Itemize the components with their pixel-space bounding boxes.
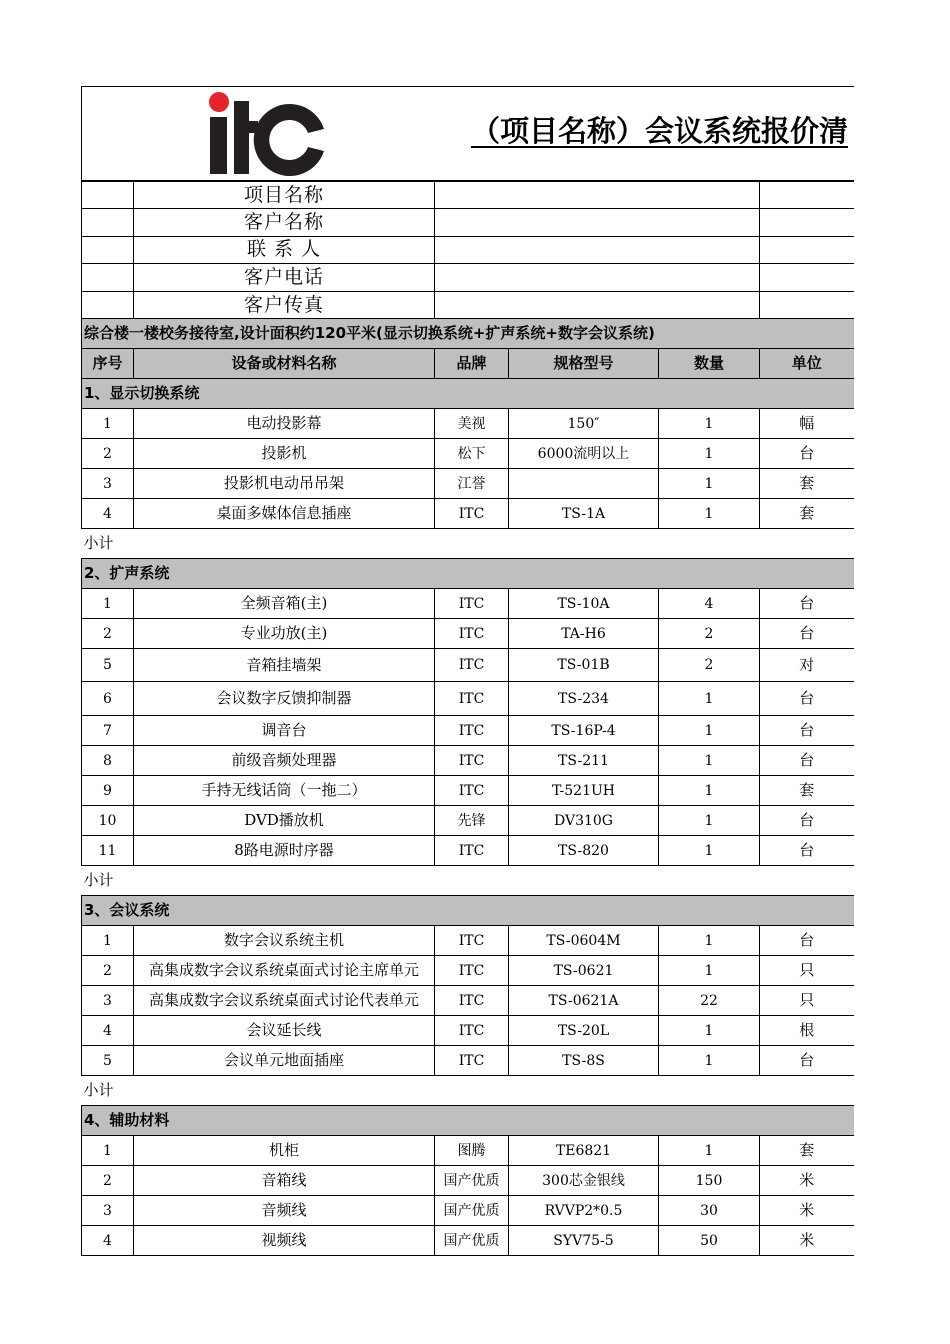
item-name: 调音台	[134, 716, 435, 746]
section-header-row	[82, 1106, 854, 1136]
table-row	[82, 619, 854, 649]
row-number: 4	[82, 1016, 134, 1046]
item-unit: 台	[760, 716, 854, 746]
table-row	[82, 776, 854, 806]
item-model: TS-01B	[509, 649, 659, 682]
item-brand: ITC	[435, 1046, 509, 1076]
section-header-row	[82, 379, 854, 409]
table-row	[82, 986, 854, 1016]
quotation-table	[81, 86, 854, 1256]
document-title: （项目名称）会议系统报价清	[471, 114, 849, 148]
table-row	[82, 746, 854, 776]
item-unit: 台	[760, 682, 854, 716]
item-name: 投影机	[134, 439, 435, 469]
item-model	[509, 469, 659, 499]
item-unit: 对	[760, 649, 854, 682]
row-number: 3	[82, 469, 134, 499]
item-brand: ITC	[435, 499, 509, 529]
column-header: 单位	[760, 349, 854, 379]
quotation-sheet	[81, 86, 853, 1256]
project-description: 综合楼一楼校务接待室,设计面积约120平米(显示切换系统+扩声系统+数字会议系统)	[82, 319, 854, 349]
info-blank-cell	[82, 264, 134, 292]
item-model: TS-211	[509, 746, 659, 776]
row-number: 4	[82, 499, 134, 529]
column-header: 设备或材料名称	[134, 349, 435, 379]
row-number: 2	[82, 439, 134, 469]
subtotal-row	[82, 529, 854, 559]
info-extra	[760, 291, 854, 319]
column-header: 规格型号	[509, 349, 659, 379]
table-row	[82, 1166, 854, 1196]
info-blank-cell	[82, 209, 134, 237]
info-blank-cell	[82, 181, 134, 209]
item-unit: 幅	[760, 409, 854, 439]
info-extra	[760, 181, 854, 209]
table-row	[82, 649, 854, 682]
table-row	[82, 589, 854, 619]
table-row	[82, 956, 854, 986]
item-brand: ITC	[435, 776, 509, 806]
info-extra	[760, 236, 854, 264]
itc-logo	[208, 89, 328, 177]
item-quantity: 1	[659, 926, 760, 956]
info-extra	[760, 264, 854, 292]
item-brand: ITC	[435, 926, 509, 956]
table-row	[82, 1226, 854, 1256]
item-brand: 国产优质	[435, 1196, 509, 1226]
item-brand: 先锋	[435, 806, 509, 836]
info-value[interactable]	[435, 209, 760, 237]
item-name: 前级音频处理器	[134, 746, 435, 776]
section-header-row	[82, 896, 854, 926]
subtotal-label: 小计	[82, 1076, 854, 1106]
row-number: 1	[82, 926, 134, 956]
item-name: 会议单元地面插座	[134, 1046, 435, 1076]
table-row	[82, 1196, 854, 1226]
item-quantity: 2	[659, 649, 760, 682]
header-row	[82, 87, 854, 182]
row-number: 6	[82, 682, 134, 716]
info-row	[82, 264, 854, 292]
item-unit: 套	[760, 499, 854, 529]
table-row	[82, 682, 854, 716]
subtotal-row	[82, 866, 854, 896]
item-unit: 只	[760, 956, 854, 986]
item-model: SYV75-5	[509, 1226, 659, 1256]
row-number: 4	[82, 1226, 134, 1256]
item-model: TS-1A	[509, 499, 659, 529]
subtotal-label: 小计	[82, 529, 854, 559]
item-name: 数字会议系统主机	[134, 926, 435, 956]
item-name: 8路电源时序器	[134, 836, 435, 866]
item-quantity: 1	[659, 1046, 760, 1076]
item-quantity: 4	[659, 589, 760, 619]
table-row	[82, 836, 854, 866]
row-number: 7	[82, 716, 134, 746]
row-number: 10	[82, 806, 134, 836]
item-name: 专业功放(主)	[134, 619, 435, 649]
subtotal-row	[82, 1076, 854, 1106]
info-label: 客户电话	[134, 264, 435, 292]
item-quantity: 1	[659, 716, 760, 746]
info-label: 客户名称	[134, 209, 435, 237]
item-brand: ITC	[435, 1016, 509, 1046]
item-quantity: 150	[659, 1166, 760, 1196]
table-row	[82, 1016, 854, 1046]
row-number: 2	[82, 1166, 134, 1196]
info-row	[82, 181, 854, 209]
item-quantity: 22	[659, 986, 760, 1016]
item-unit: 套	[760, 1136, 854, 1166]
item-model: TS-0621A	[509, 986, 659, 1016]
item-brand: 国产优质	[435, 1226, 509, 1256]
info-value[interactable]	[435, 291, 760, 319]
item-quantity: 1	[659, 746, 760, 776]
subtotal-label: 小计	[82, 866, 854, 896]
item-quantity: 1	[659, 806, 760, 836]
item-model: DV310G	[509, 806, 659, 836]
item-brand: ITC	[435, 836, 509, 866]
info-blank-cell	[82, 291, 134, 319]
table-row	[82, 1136, 854, 1166]
item-name: 电动投影幕	[134, 409, 435, 439]
project-description-row	[82, 319, 854, 349]
row-number: 11	[82, 836, 134, 866]
item-name: 音频线	[134, 1196, 435, 1226]
row-number: 2	[82, 619, 134, 649]
item-quantity: 1	[659, 956, 760, 986]
item-name: 视频线	[134, 1226, 435, 1256]
info-row	[82, 209, 854, 237]
item-brand: ITC	[435, 986, 509, 1016]
item-quantity: 1	[659, 439, 760, 469]
table-row	[82, 806, 854, 836]
item-brand: ITC	[435, 589, 509, 619]
item-model: TS-820	[509, 836, 659, 866]
item-model: TS-20L	[509, 1016, 659, 1046]
row-number: 5	[82, 1046, 134, 1076]
info-label: 联 系 人	[134, 236, 435, 264]
item-quantity: 1	[659, 1016, 760, 1046]
item-unit: 台	[760, 836, 854, 866]
item-name: 手持无线话筒（一拖二）	[134, 776, 435, 806]
item-model: T-521UH	[509, 776, 659, 806]
section-title: 3、会议系统	[82, 896, 854, 926]
info-extra	[760, 209, 854, 237]
row-number: 1	[82, 409, 134, 439]
item-name: 音箱挂墙架	[134, 649, 435, 682]
item-quantity: 1	[659, 409, 760, 439]
item-unit: 米	[760, 1166, 854, 1196]
item-quantity: 1	[659, 499, 760, 529]
item-brand: ITC	[435, 619, 509, 649]
item-unit: 只	[760, 986, 854, 1016]
table-row	[82, 439, 854, 469]
item-model: TS-8S	[509, 1046, 659, 1076]
item-model: 300芯金银线	[509, 1166, 659, 1196]
item-brand: ITC	[435, 716, 509, 746]
item-name: 投影机电动吊吊架	[134, 469, 435, 499]
item-name: 全频音箱(主)	[134, 589, 435, 619]
item-unit: 根	[760, 1016, 854, 1046]
item-name: 会议延长线	[134, 1016, 435, 1046]
item-brand: 图腾	[435, 1136, 509, 1166]
table-row	[82, 926, 854, 956]
item-model: RVVP2*0.5	[509, 1196, 659, 1226]
item-model: TA-H6	[509, 619, 659, 649]
item-unit: 套	[760, 469, 854, 499]
table-row	[82, 409, 854, 439]
item-name: 会议数字反馈抑制器	[134, 682, 435, 716]
column-header: 品牌	[435, 349, 509, 379]
row-number: 1	[82, 589, 134, 619]
item-quantity: 1	[659, 1136, 760, 1166]
column-header: 序号	[82, 349, 134, 379]
item-quantity: 2	[659, 619, 760, 649]
info-value[interactable]	[435, 236, 760, 264]
item-unit: 套	[760, 776, 854, 806]
item-unit: 台	[760, 806, 854, 836]
section-title: 2、扩声系统	[82, 559, 854, 589]
row-number: 3	[82, 986, 134, 1016]
row-number: 1	[82, 1136, 134, 1166]
item-name: 机柜	[134, 1136, 435, 1166]
item-unit: 米	[760, 1226, 854, 1256]
section-title: 4、辅助材料	[82, 1106, 854, 1136]
info-label: 客户传真	[134, 291, 435, 319]
item-quantity: 50	[659, 1226, 760, 1256]
item-brand: 国产优质	[435, 1166, 509, 1196]
item-quantity: 1	[659, 836, 760, 866]
item-model: 150″	[509, 409, 659, 439]
column-header-row	[82, 349, 854, 379]
item-unit: 台	[760, 1046, 854, 1076]
table-row	[82, 1046, 854, 1076]
item-brand: ITC	[435, 746, 509, 776]
item-brand: 江誉	[435, 469, 509, 499]
info-row	[82, 291, 854, 319]
item-brand: ITC	[435, 956, 509, 986]
row-number: 5	[82, 649, 134, 682]
info-label: 项目名称	[134, 181, 435, 209]
item-model: TS-16P-4	[509, 716, 659, 746]
item-brand: ITC	[435, 682, 509, 716]
item-model: TE6821	[509, 1136, 659, 1166]
item-model: TS-0604M	[509, 926, 659, 956]
item-brand: ITC	[435, 649, 509, 682]
table-row	[82, 469, 854, 499]
info-blank-cell	[82, 236, 134, 264]
item-unit: 台	[760, 746, 854, 776]
item-quantity: 1	[659, 469, 760, 499]
item-name: 音箱线	[134, 1166, 435, 1196]
row-number: 3	[82, 1196, 134, 1226]
section-header-row	[82, 559, 854, 589]
item-unit: 台	[760, 619, 854, 649]
item-name: 高集成数字会议系统桌面式讨论主席单元	[134, 956, 435, 986]
row-number: 2	[82, 956, 134, 986]
item-brand: 美视	[435, 409, 509, 439]
item-quantity: 1	[659, 776, 760, 806]
table-row	[82, 499, 854, 529]
table-row	[82, 716, 854, 746]
item-quantity: 30	[659, 1196, 760, 1226]
item-model: 6000流明以上	[509, 439, 659, 469]
item-name: DVD播放机	[134, 806, 435, 836]
section-title: 1、显示切换系统	[82, 379, 854, 409]
row-number: 9	[82, 776, 134, 806]
item-unit: 台	[760, 439, 854, 469]
header-cell	[82, 87, 854, 182]
info-value[interactable]	[435, 264, 760, 292]
item-name: 桌面多媒体信息插座	[134, 499, 435, 529]
item-model: TS-10A	[509, 589, 659, 619]
info-value[interactable]	[435, 181, 760, 209]
item-brand: 松下	[435, 439, 509, 469]
logo-dot	[209, 92, 229, 112]
item-unit: 米	[760, 1196, 854, 1226]
info-row	[82, 236, 854, 264]
item-model: TS-234	[509, 682, 659, 716]
item-quantity: 1	[659, 682, 760, 716]
item-model: TS-0621	[509, 956, 659, 986]
column-header: 数量	[659, 349, 760, 379]
item-unit: 台	[760, 589, 854, 619]
item-name: 高集成数字会议系统桌面式讨论代表单元	[134, 986, 435, 1016]
item-unit: 台	[760, 926, 854, 956]
row-number: 8	[82, 746, 134, 776]
